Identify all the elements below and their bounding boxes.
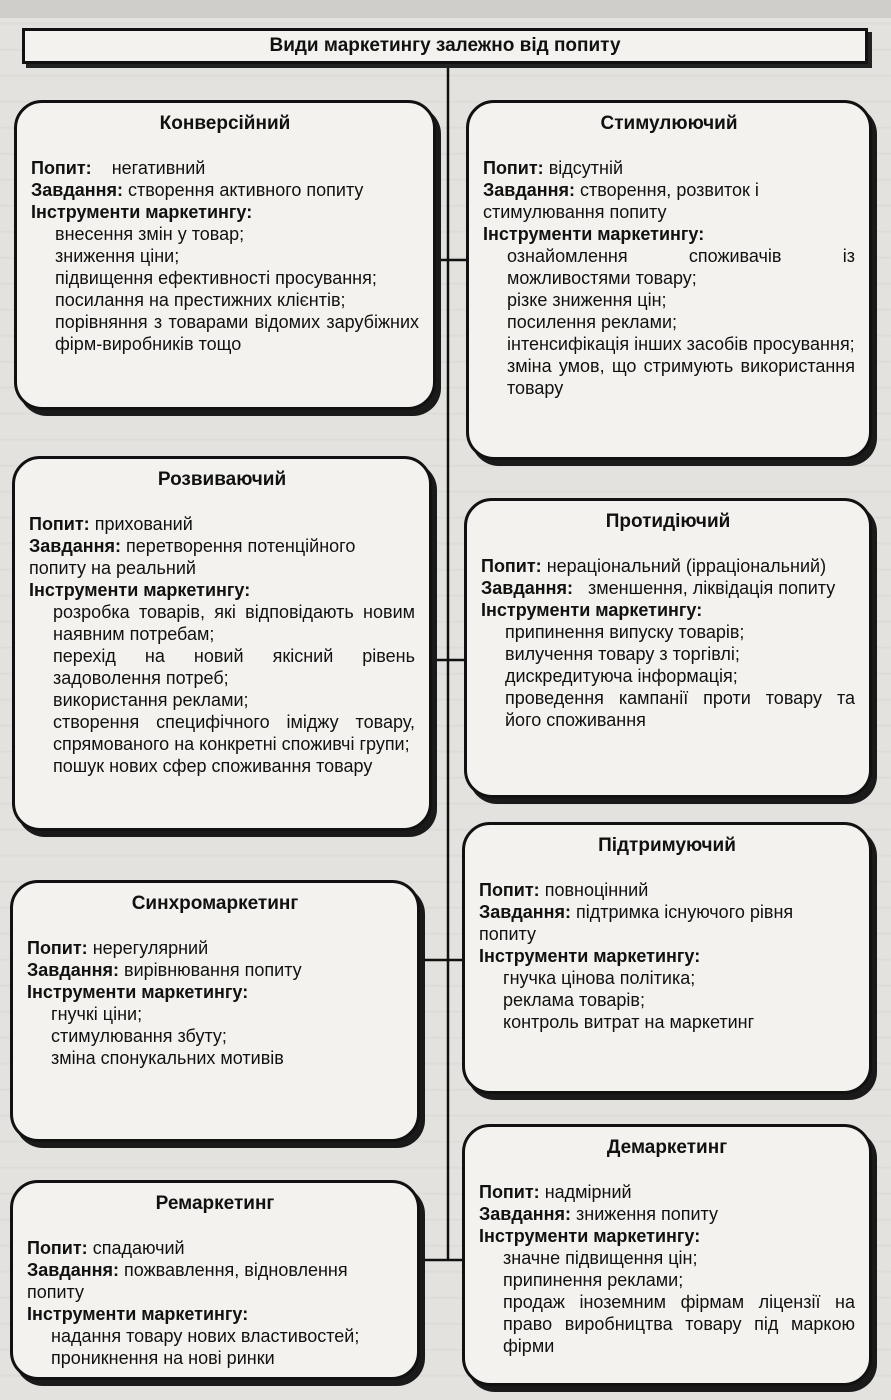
tool-item: припинення випуску товарів; [505, 622, 745, 642]
task-value: створення, розвиток і стимулювання попиту [483, 180, 759, 222]
tool-item: дискредитуюча інформація; [505, 666, 738, 686]
demand-label: Попит: [481, 556, 542, 576]
task-row [27, 959, 403, 981]
demand-label: Попит: [31, 158, 92, 178]
tool-item: посилання на престижних клієнтів; [55, 290, 346, 310]
tools-list [483, 245, 855, 399]
tool-item: створення специфічного іміджу товару, спрямованого на конкретні споживчі групи; [53, 712, 415, 754]
task-label: Завдання: [479, 1204, 572, 1224]
card-title: Розвиваючий [157, 469, 287, 490]
tool-item: гнучка цінова політика; [503, 968, 696, 988]
card-title: Ремаркетинг [155, 1193, 275, 1214]
tool-item: продаж іноземним фірмам ліцензії на право виробництва товару під маркою фірми [503, 1292, 855, 1356]
demand-row [481, 555, 855, 577]
demand-value: повноцінний [544, 880, 649, 900]
tool-item: внесення змін у товар; [55, 224, 245, 244]
card-rozvyvaiuchyi [12, 456, 432, 831]
tools-label: Інструменти маркетингу: [31, 202, 253, 222]
tool-item: контроль витрат на маркетинг [503, 1012, 755, 1032]
demand-row [31, 157, 419, 179]
tool-item: розробка товарів, які відповідають новим наявним потребам; [53, 602, 415, 644]
tool-item: реклама товарів; [503, 990, 645, 1010]
tool-item: різке зниження цін; [507, 290, 667, 310]
task-row [479, 901, 855, 945]
tool-item: підвищення ефективності просування; [55, 268, 377, 288]
card-stymuliuiuchyi [466, 100, 872, 460]
tool-item: інтенсифікація інших засобів просування; [507, 334, 855, 354]
task-label: Завдання: [27, 1260, 120, 1280]
tool-item: гнучкі ціни; [51, 1004, 143, 1024]
demand-label: Попит: [479, 1182, 540, 1202]
card-title: Синхромаркетинг [131, 893, 299, 914]
task-value: пожвавлення, відновлення попиту [27, 1260, 348, 1302]
card-title: Протидіючий [605, 511, 731, 532]
task-row [483, 179, 855, 223]
tool-item: зниження ціни; [55, 246, 180, 266]
tools-label: Інструменти маркетингу: [29, 580, 251, 600]
tools-list [27, 1325, 403, 1369]
tool-item: порівняння з товарами відомих зарубіжних фірм-виробників тощо [55, 312, 419, 354]
demand-row [479, 879, 855, 901]
tools-label: Інструменти маркетингу: [27, 982, 249, 1002]
demand-row [483, 157, 855, 179]
demand-value: відсутній [548, 158, 624, 178]
task-label: Завдання: [479, 902, 572, 922]
tools-label: Інструменти маркетингу: [27, 1304, 249, 1324]
tool-item: стимулювання збуту; [51, 1026, 227, 1046]
tools-list [31, 223, 419, 355]
card-konversiinyi [14, 100, 436, 410]
tool-item: вилучення товару з торгівлі; [505, 644, 740, 664]
demand-label: Попит: [29, 514, 90, 534]
tool-item: проникнення на нові ринки [51, 1348, 275, 1368]
demand-label: Попит: [483, 158, 544, 178]
task-label: Завдання: [29, 536, 122, 556]
task-value: зниження попиту [576, 1204, 718, 1224]
task-value: створення активного попиту [128, 180, 364, 200]
card-title: Стимулюючий [600, 113, 738, 134]
card-demarketynh [462, 1124, 872, 1386]
tool-item: пошук нових сфер споживання товару [53, 756, 373, 776]
demand-value: негативний [111, 158, 206, 178]
card-title: Підтримуючий [598, 835, 736, 856]
demand-label: Попит: [27, 938, 88, 958]
task-row [481, 577, 855, 599]
tools-list [481, 621, 855, 731]
demand-value: спадаючий [92, 1238, 185, 1258]
task-label: Завдання: [31, 180, 124, 200]
demand-row [479, 1181, 855, 1203]
tools-label: Інструменти маркетингу: [481, 600, 703, 620]
tool-item: значне підвищення цін; [503, 1248, 698, 1268]
task-row [479, 1203, 855, 1225]
demand-label: Попит: [27, 1238, 88, 1258]
tools-list [29, 601, 415, 777]
task-row [29, 535, 415, 579]
task-value: підтримка існуючого рівня попиту [479, 902, 794, 944]
tool-item: ознайомлення споживачів із можливостями товару; [507, 246, 855, 288]
tools-list [479, 967, 855, 1033]
card-protydiiuchyi [464, 498, 872, 798]
task-row [31, 179, 419, 201]
tool-item: надання товару нових властивостей; [51, 1326, 360, 1346]
demand-row [29, 513, 415, 535]
task-label: Завдання: [483, 180, 576, 200]
task-value: перетворення потенційного попиту на реальний [29, 536, 356, 578]
demand-value: нераціональний (ірраціональний) [546, 556, 827, 576]
task-label: Завдання: [481, 578, 574, 598]
task-label: Завдання: [27, 960, 120, 980]
tool-item: проведення кампанії проти товару та його споживання [505, 688, 855, 730]
task-value: вирівнювання попиту [124, 960, 302, 980]
tool-item: перехід на новий якісний рівень задоволення потреб; [53, 646, 415, 688]
tools-label: Інструменти маркетингу: [479, 1226, 701, 1246]
card-pidtrymuiuchyi [462, 822, 872, 1094]
card-title: Демаркетинг [606, 1137, 728, 1158]
task-value: зменшення, ліквідація попиту [588, 578, 836, 598]
demand-value: прихований [94, 514, 193, 534]
demand-value: нерегулярний [92, 938, 209, 958]
tool-item: посилення реклами; [507, 312, 677, 332]
tool-item: зміна умов, що стримують використання товару [507, 356, 855, 398]
card-remarketynh [10, 1180, 420, 1380]
tools-label: Інструменти маркетингу: [479, 946, 701, 966]
diagram-title: Види маркетингу залежно від попиту [22, 28, 868, 64]
demand-label: Попит: [479, 880, 540, 900]
task-row [27, 1259, 403, 1303]
tools-list [479, 1247, 855, 1357]
demand-value: надмірний [544, 1182, 632, 1202]
tool-item: припинення реклами; [503, 1270, 684, 1290]
demand-row [27, 937, 403, 959]
tools-list [27, 1003, 403, 1069]
demand-row [27, 1237, 403, 1259]
card-title: Конверсійний [159, 113, 291, 134]
tools-label: Інструменти маркетингу: [483, 224, 705, 244]
tool-item: зміна спонукальних мотивів [51, 1048, 284, 1068]
tool-item: використання реклами; [53, 690, 249, 710]
card-synkhromarketynh [10, 880, 420, 1142]
